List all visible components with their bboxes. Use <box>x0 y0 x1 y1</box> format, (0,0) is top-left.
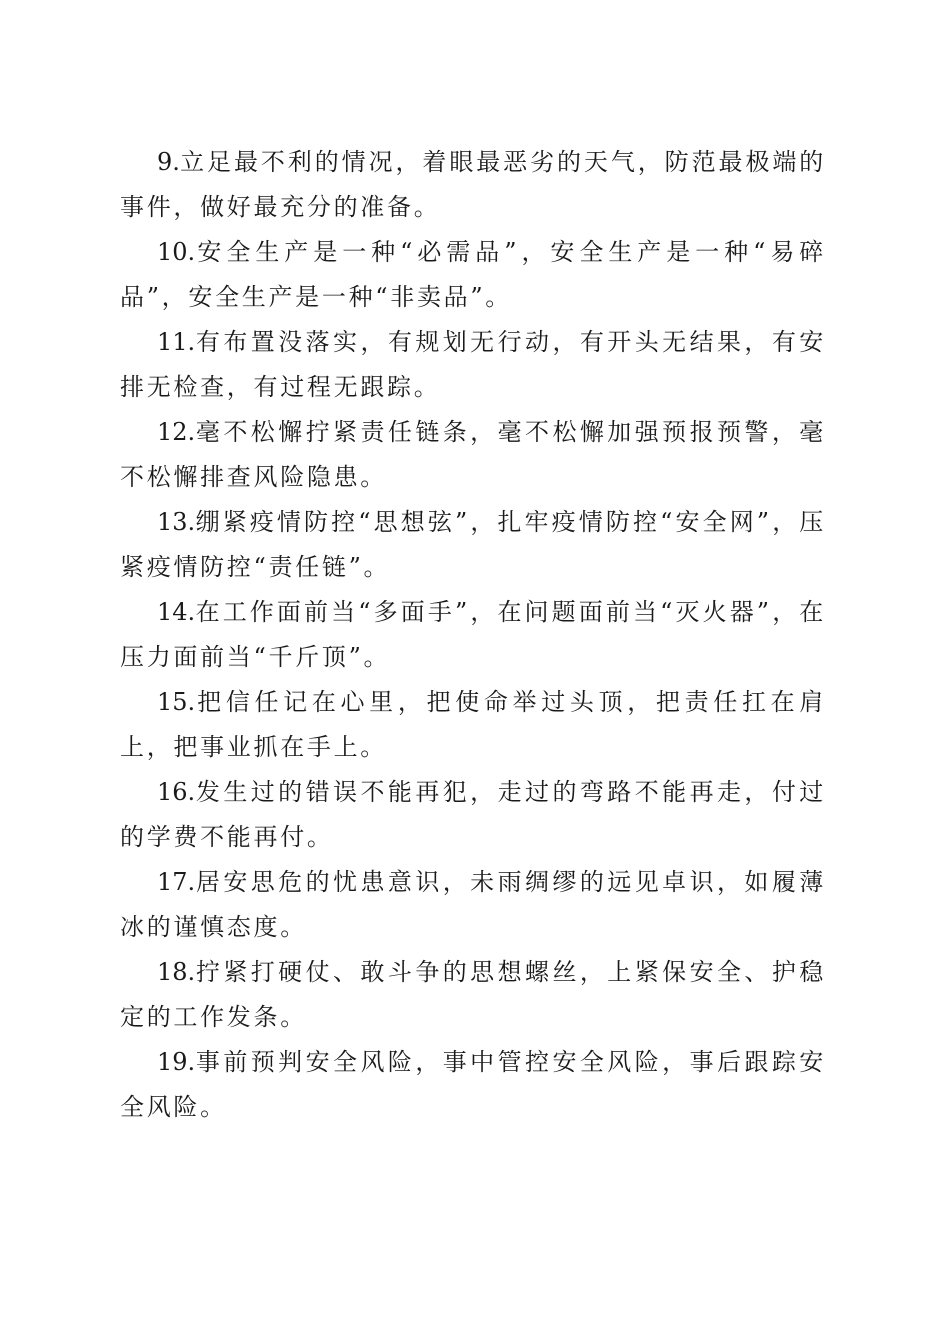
item-text: 在工作面前当“多面手”，在问题面前当“灭火器”，在压力面前当“千斤顶”。 <box>120 598 826 671</box>
item-text: 把信任记在心里，把使命举过头顶，把责任扛在肩上，把事业抓在手上。 <box>120 688 826 761</box>
item-number: 17. <box>157 868 196 896</box>
item-text: 有布置没落实，有规划无行动，有开头无结果，有安排无检查，有过程无跟踪。 <box>120 328 826 401</box>
item-number: 15. <box>157 688 196 716</box>
document-body <box>120 140 826 1130</box>
item-number: 9. <box>157 148 180 176</box>
list-item <box>120 320 826 410</box>
list-item <box>120 860 826 950</box>
list-item <box>120 770 826 860</box>
item-number: 10. <box>157 238 196 266</box>
item-text: 立足最不利的情况，着眼最恶劣的天气，防范最极端的事件，做好最充分的准备。 <box>120 148 826 221</box>
item-text: 居安思危的忧患意识，未雨绸缪的远见卓识，如履薄冰的谨慎态度。 <box>120 868 826 941</box>
item-number: 14. <box>157 598 196 626</box>
list-item <box>120 590 826 680</box>
item-text: 发生过的错误不能再犯，走过的弯路不能再走，付过的学费不能再付。 <box>120 778 826 851</box>
list-item <box>120 410 826 500</box>
item-number: 19. <box>157 1048 196 1076</box>
item-text: 事前预判安全风险，事中管控安全风险，事后跟踪安全风险。 <box>120 1048 826 1121</box>
list-item <box>120 500 826 590</box>
list-item <box>120 1040 826 1130</box>
list-item <box>120 140 826 230</box>
list-item <box>120 950 826 1040</box>
item-text: 绷紧疫情防控“思想弦”，扎牢疫情防控“安全网”，压紧疫情防控“责任链”。 <box>120 508 826 581</box>
item-number: 11. <box>157 328 196 356</box>
list-item <box>120 680 826 770</box>
item-text: 毫不松懈拧紧责任链条，毫不松懈加强预报预警，毫不松懈排查风险隐患。 <box>120 418 826 491</box>
item-number: 18. <box>157 958 196 986</box>
item-number: 12. <box>157 418 196 446</box>
item-text: 安全生产是一种“必需品”，安全生产是一种“易碎品”，安全生产是一种“非卖品”。 <box>120 238 826 311</box>
item-number: 13. <box>157 508 196 536</box>
list-item <box>120 230 826 320</box>
item-text: 拧紧打硬仗、敢斗争的思想螺丝，上紧保安全、护稳定的工作发条。 <box>120 958 826 1031</box>
item-number: 16. <box>157 778 196 806</box>
